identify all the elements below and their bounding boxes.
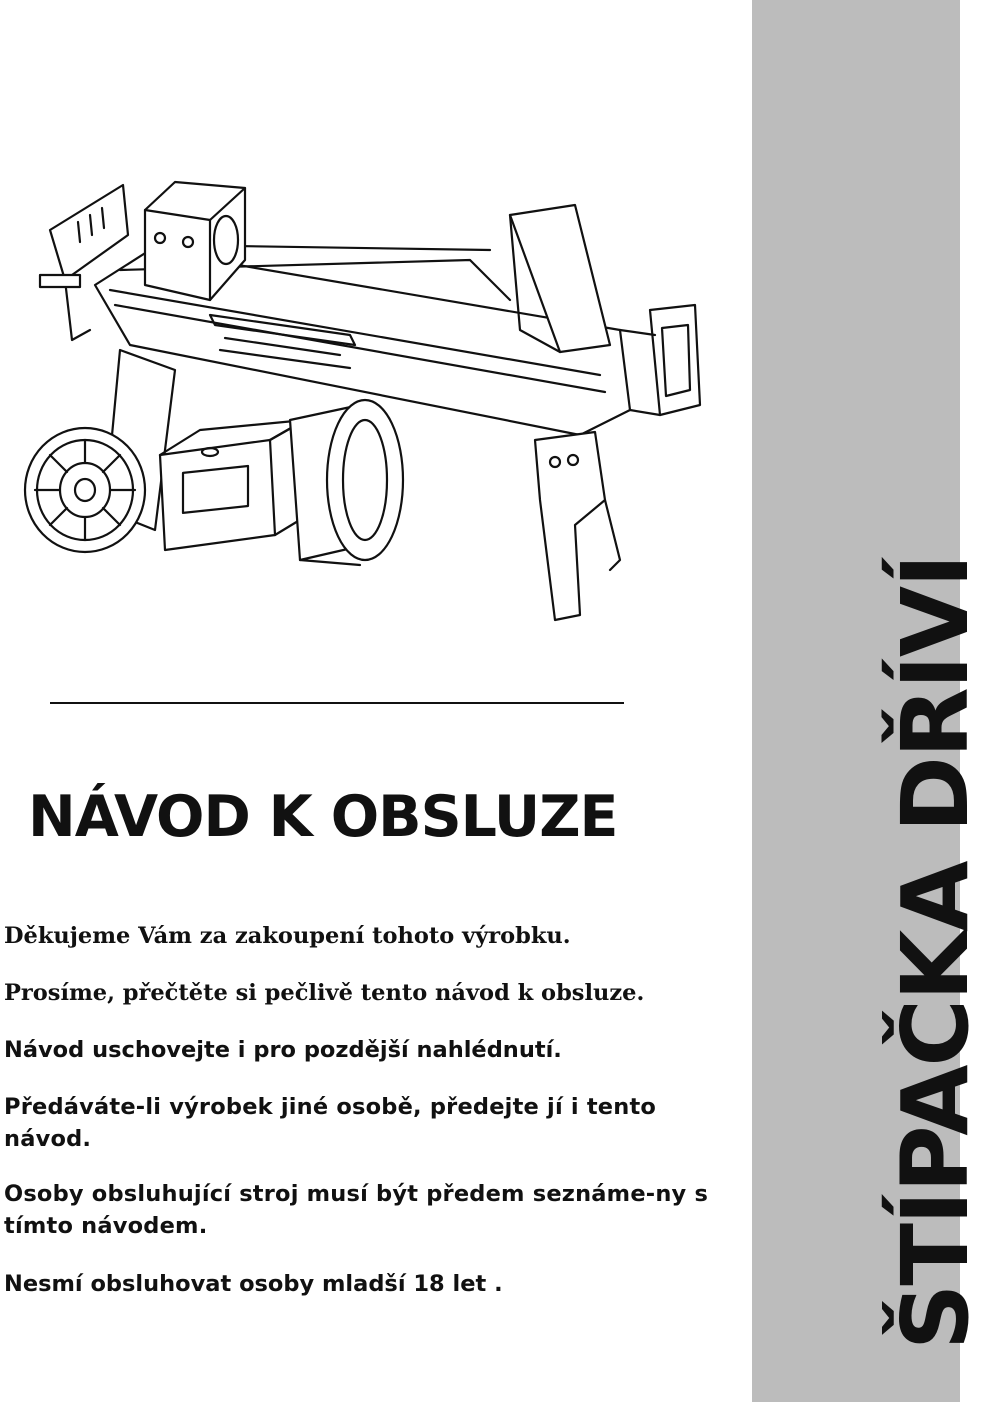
paragraph-read-carefully: Prosíme, přečtěte si pečlivě tento návod k obsluze. <box>4 980 645 1006</box>
log-splitter-illustration <box>20 170 720 640</box>
side-title: ŠTÍPAČKA DŘÍVÍ <box>882 555 989 1350</box>
paragraph-hand-over: Předáváte-li výrobek jiné osobě, předejte jí i tento návod. <box>4 1094 657 1152</box>
paragraph-keep-manual: Návod uschovejte i pro pozdější nahlédnutí. <box>4 1037 562 1063</box>
paragraph-operators: Osoby obsluhující stroj musí být předem seznáme-ny s tímto návodem. <box>4 1181 709 1239</box>
paragraph-thanks: Děkujeme Vám za zakoupení tohoto výrobku. <box>4 923 571 949</box>
paragraph-age-limit: Nesmí obsluhovat osoby mladší 18 let . <box>4 1271 503 1297</box>
intro-text <box>4 920 724 1300</box>
title-divider <box>50 702 624 704</box>
document-title: NÁVOD K OBSLUZE <box>28 784 618 850</box>
